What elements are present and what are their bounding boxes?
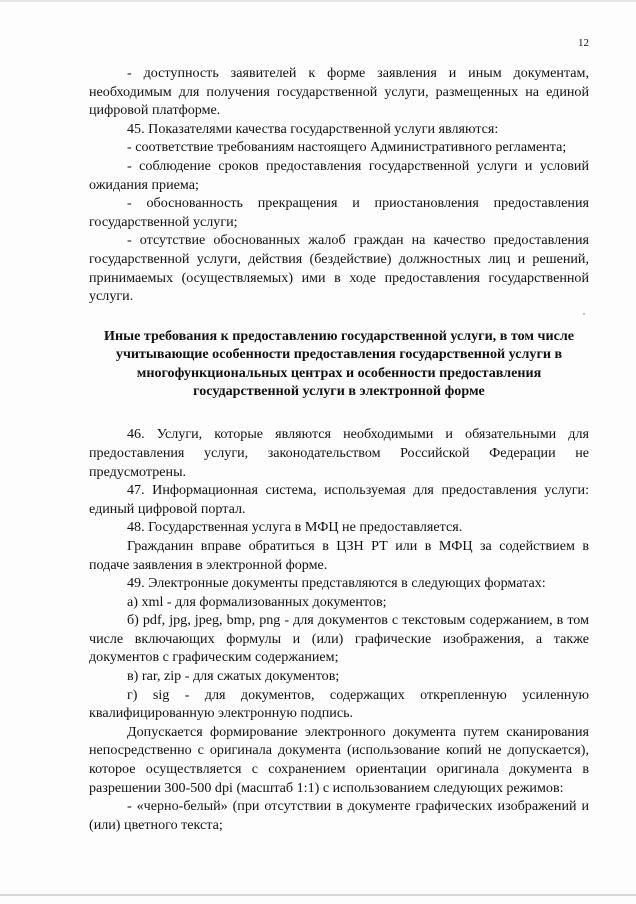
paragraph: а) xml - для формализованных документов; (127, 593, 387, 610)
paragraph: б) pdf, jpg, jpeg, bmp, png - для документов с текстовым содержанием, в том числе включающих формулы и (или) графические изображения, а также документов с графическим содержанием; (89, 612, 589, 666)
paragraph: Допускается формирование электронного документа путем сканирования непосредственно с оригинала документа (использование копий не допускается), которое осуществляется с сохранением ориентации оригинала документа в разрешении 300-500 dpi (масштаб 1:1) с использованием следующих режимов: (89, 723, 589, 796)
paragraph: 49. Электронные документы представляются в следующих форматах: (127, 575, 546, 592)
paragraph: 48. Государственная услуга в МФЦ не предоставляется. (127, 519, 463, 536)
paragraph: - доступность заявителей к форме заявления и иным документам, необходимым для получения государственной услуги, размещенных на единой цифровой платформе. (89, 65, 589, 119)
paragraph: г) sig - для документов, содержащих открепленную усиленную квалифицированную электронную подпись. (89, 686, 589, 722)
scan-speck (583, 313, 585, 315)
scan-edge-top (0, 0, 636, 2)
paragraph: - обоснованность прекращения и приостановления предоставления государственной услуги; (89, 195, 589, 230)
paragraph: 45. Показателями качества государственной услуги являются: (127, 120, 499, 137)
paragraph: 46. Услуги, которые являются необходимыми и обязательными для предоставления услуги, законодательством Российской Федерации не предусмотрены. (89, 426, 589, 480)
paragraph: - соответствие требованиям настоящего Административного регламента; (127, 139, 567, 156)
section-heading: Иные требования к предоставлению государственной услуги, в том числе учитывающие особенности предоставления государственной услуги в многофункциональных центрах и особенности предоставления государственной услуги в электронной форме (104, 327, 574, 399)
paragraph: - отсутствие обоснованных жалоб граждан на качество предоставления государственной услуги, действия (бездействие) должностных лиц и решений, принимаемых (осуществляемых) ими в ходе предоставления государственной услуги. (89, 232, 589, 305)
scan-edge-bottom (0, 894, 636, 896)
document-body (89, 64, 589, 834)
paragraph: Гражданин вправе обратиться в ЦЗН РТ или в МФЦ за содействием в подаче заявления в электронной форме. (89, 537, 589, 573)
paragraph: - соблюдение сроков предоставления государственной услуги и условий ожидания приема; (89, 157, 589, 193)
page-number: 12 (578, 37, 589, 49)
paragraph: - «черно-белый» (при отсутствии в документе графических изображений и (или) цветного текста; (89, 798, 589, 833)
paragraph: в) rar, zip - для сжатых документов; (127, 668, 340, 685)
paragraph: 47. Информационная система, используемая для предоставления услуги: единый цифровой портал. (89, 482, 589, 517)
